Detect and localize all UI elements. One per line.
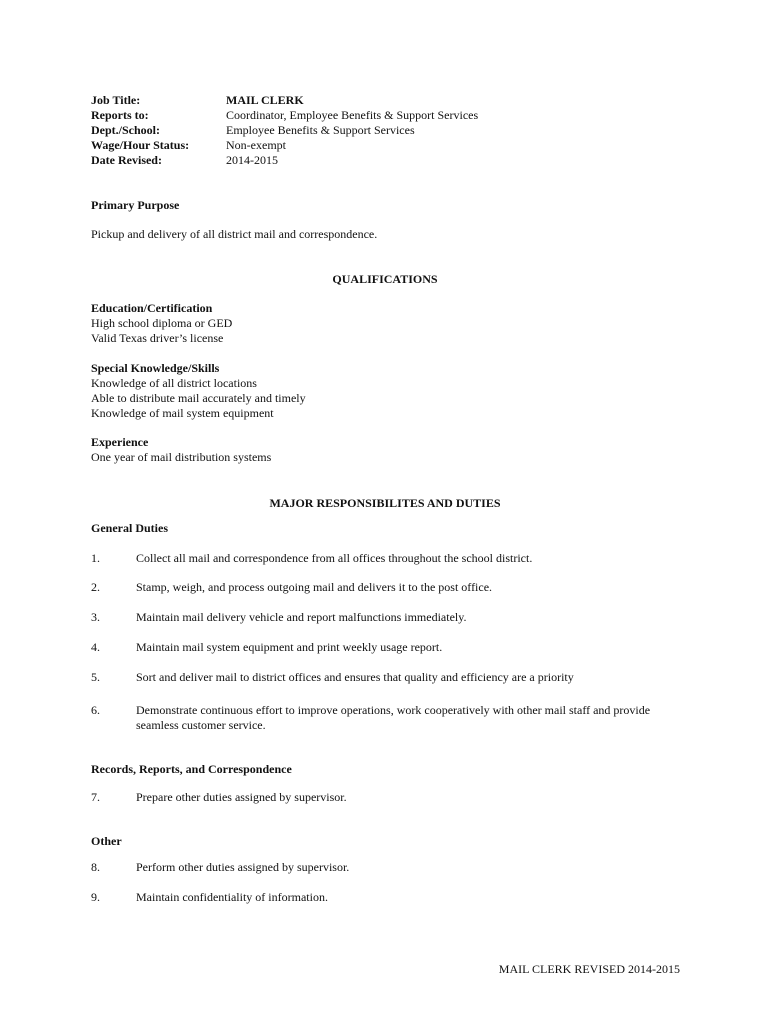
skills-line: Able to distribute mail accurately and timely	[91, 391, 306, 405]
reports-to-label: Reports to:	[91, 108, 149, 122]
job-title-label: Job Title:	[91, 93, 141, 107]
reports-to-value: Coordinator, Employee Benefits & Support Services	[226, 108, 479, 122]
skills-heading: Special Knowledge/Skills	[91, 361, 220, 375]
wage-label: Wage/Hour Status:	[91, 138, 190, 152]
education-heading: Education/Certification	[91, 301, 213, 315]
duty-text: Maintain mail delivery vehicle and report malfunctions immediately.	[136, 610, 467, 624]
skills-line: Knowledge of all district locations	[91, 376, 257, 390]
experience-section	[91, 435, 271, 465]
duty-number: 5.	[91, 670, 100, 684]
other-heading: Other	[91, 834, 122, 848]
skills-line: Knowledge of mail system equipment	[91, 406, 274, 420]
duty-text: Prepare other duties assigned by supervisor.	[136, 790, 347, 804]
duty-number: 7.	[91, 790, 100, 804]
qualifications-heading: QUALIFICATIONS	[332, 272, 438, 286]
primary-purpose-heading: Primary Purpose	[91, 198, 180, 212]
education-section	[91, 301, 232, 346]
duty-text: Perform other duties assigned by supervisor.	[136, 860, 350, 874]
duty-text: Stamp, weigh, and process outgoing mail and delivers it to the post office.	[136, 580, 493, 594]
education-line: Valid Texas driver’s license	[91, 331, 224, 345]
duty-text: Maintain confidentiality of information.	[136, 890, 328, 904]
duty-text: Maintain mail system equipment and print weekly usage report.	[136, 640, 443, 654]
responsibilities-heading: MAJOR RESPONSIBILITES AND DUTIES	[269, 496, 501, 510]
duty-number: 8.	[91, 860, 100, 874]
records-heading: Records, Reports, and Correspondence	[91, 762, 292, 776]
duty-number: 4.	[91, 640, 100, 654]
primary-purpose-text: Pickup and delivery of all district mail and correspondence.	[91, 227, 378, 241]
wage-value: Non-exempt	[226, 138, 286, 152]
duty-text: Collect all mail and correspondence from all offices throughout the school district.	[136, 551, 533, 565]
duty-number: 1.	[91, 551, 100, 565]
dept-value: Employee Benefits & Support Services	[226, 123, 415, 137]
general-duties-heading: General Duties	[91, 521, 168, 535]
duty-number: 2.	[91, 580, 100, 594]
education-line: High school diploma or GED	[91, 316, 233, 330]
date-revised-label: Date Revised:	[91, 153, 162, 167]
duty-number: 3.	[91, 610, 100, 624]
duty-number: 6.	[91, 703, 100, 717]
experience-heading: Experience	[91, 435, 149, 449]
duty-text: Sort and deliver mail to district offices and ensures that quality and efficiency are a priority	[136, 670, 574, 684]
skills-section	[91, 361, 306, 421]
job-title-value: MAIL CLERK	[226, 93, 304, 107]
page-footer: MAIL CLERK REVISED 2014-2015	[498, 962, 680, 976]
dept-label: Dept./School:	[91, 123, 160, 137]
date-revised-value: 2014-2015	[226, 153, 278, 167]
duty-text: Demonstrate continuous effort to improve operations, work cooperatively with other mail staff and provide seamless customer service.	[136, 703, 651, 732]
duty-number: 9.	[91, 890, 100, 904]
experience-line: One year of mail distribution systems	[91, 450, 272, 464]
